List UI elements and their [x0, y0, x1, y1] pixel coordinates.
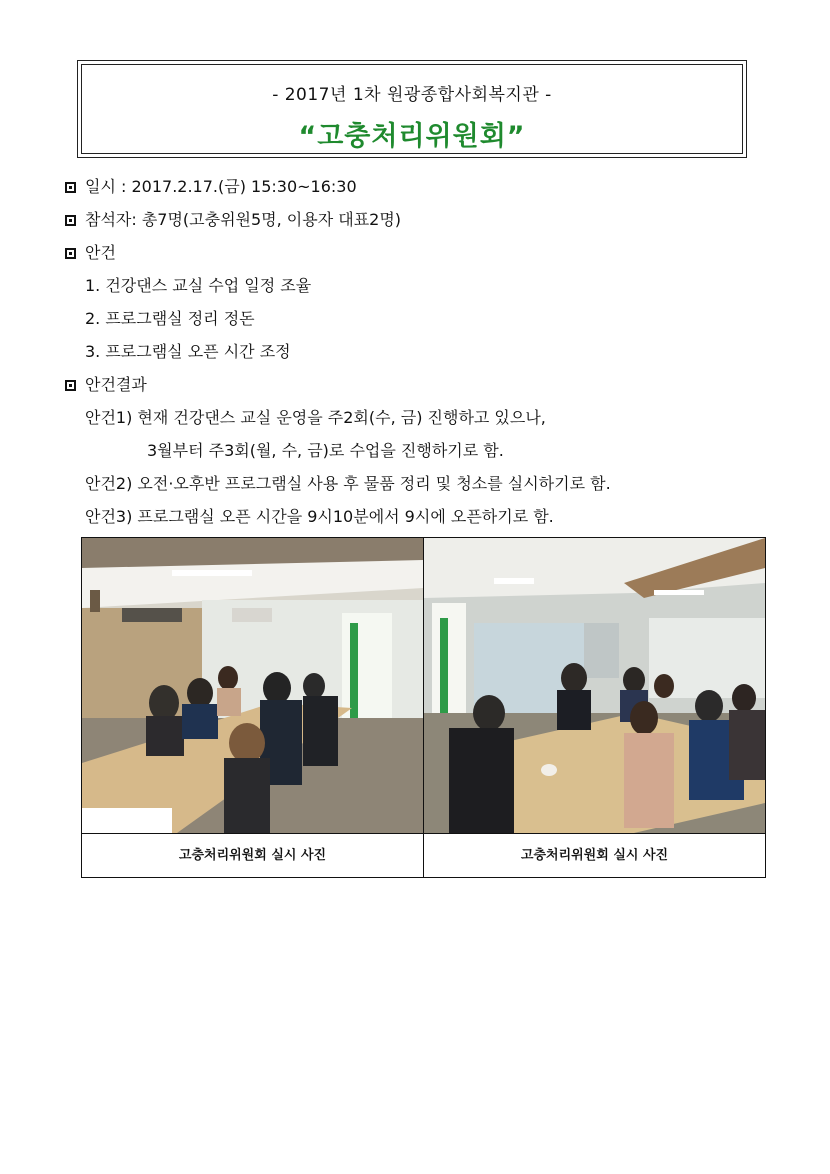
- square-bullet-icon: [65, 248, 76, 259]
- photo-caption-left: 고충처리위원회 실시 사진: [178, 848, 327, 863]
- attendees-text: 참석자: 총7명(고충위원5명, 이용자 대표2명): [85, 210, 402, 229]
- title-box: [77, 60, 747, 158]
- result-item: 안건1) 현재 건강댄스 교실 운영을 주2회(수, 금) 진행하고 있으나,: [85, 408, 546, 427]
- meeting-photo-right: [424, 538, 765, 833]
- document-subtitle: - 2017년 1차 원광종합사회복지관 -: [272, 85, 552, 105]
- agenda-heading-row: [65, 236, 785, 269]
- result-item: 안건3) 프로그램실 오픈 시간을 9시10분에서 9시에 오픈하기로 함.: [85, 507, 554, 526]
- meeting-content: [65, 170, 785, 533]
- agenda-item: 3. 프로그램실 오픈 시간 조정: [85, 342, 291, 361]
- agenda-item: 1. 건강댄스 교실 수업 일정 조율: [85, 276, 312, 295]
- title-inner-frame: [81, 64, 743, 154]
- document-title: “고충처리위원회”: [298, 121, 526, 152]
- result-item-continuation: 3월부터 주3회(월, 수, 금)로 수업을 진행하기로 함.: [147, 441, 504, 460]
- attendees-row: [65, 203, 785, 236]
- square-bullet-icon: [65, 215, 76, 226]
- agenda-item: 2. 프로그램실 정리 정돈: [85, 309, 255, 328]
- photo-table: [81, 537, 766, 878]
- datetime-text: 일시 : 2017.2.17.(금) 15:30~16:30: [85, 177, 357, 196]
- photo-divider-vertical: [423, 538, 424, 877]
- square-bullet-icon: [65, 380, 76, 391]
- results-heading-row: [65, 368, 785, 401]
- photo-caption-right: 고충처리위원회 실시 사진: [520, 848, 669, 863]
- meeting-photo-left: [82, 538, 423, 833]
- result-item: 안건2) 오전·오후반 프로그램실 사용 후 물품 정리 및 청소를 실시하기로 함.: [85, 474, 611, 493]
- datetime-row: [65, 170, 785, 203]
- agenda-heading: 안건: [85, 243, 116, 262]
- results-heading: 안건결과: [85, 375, 147, 394]
- square-bullet-icon: [65, 182, 76, 193]
